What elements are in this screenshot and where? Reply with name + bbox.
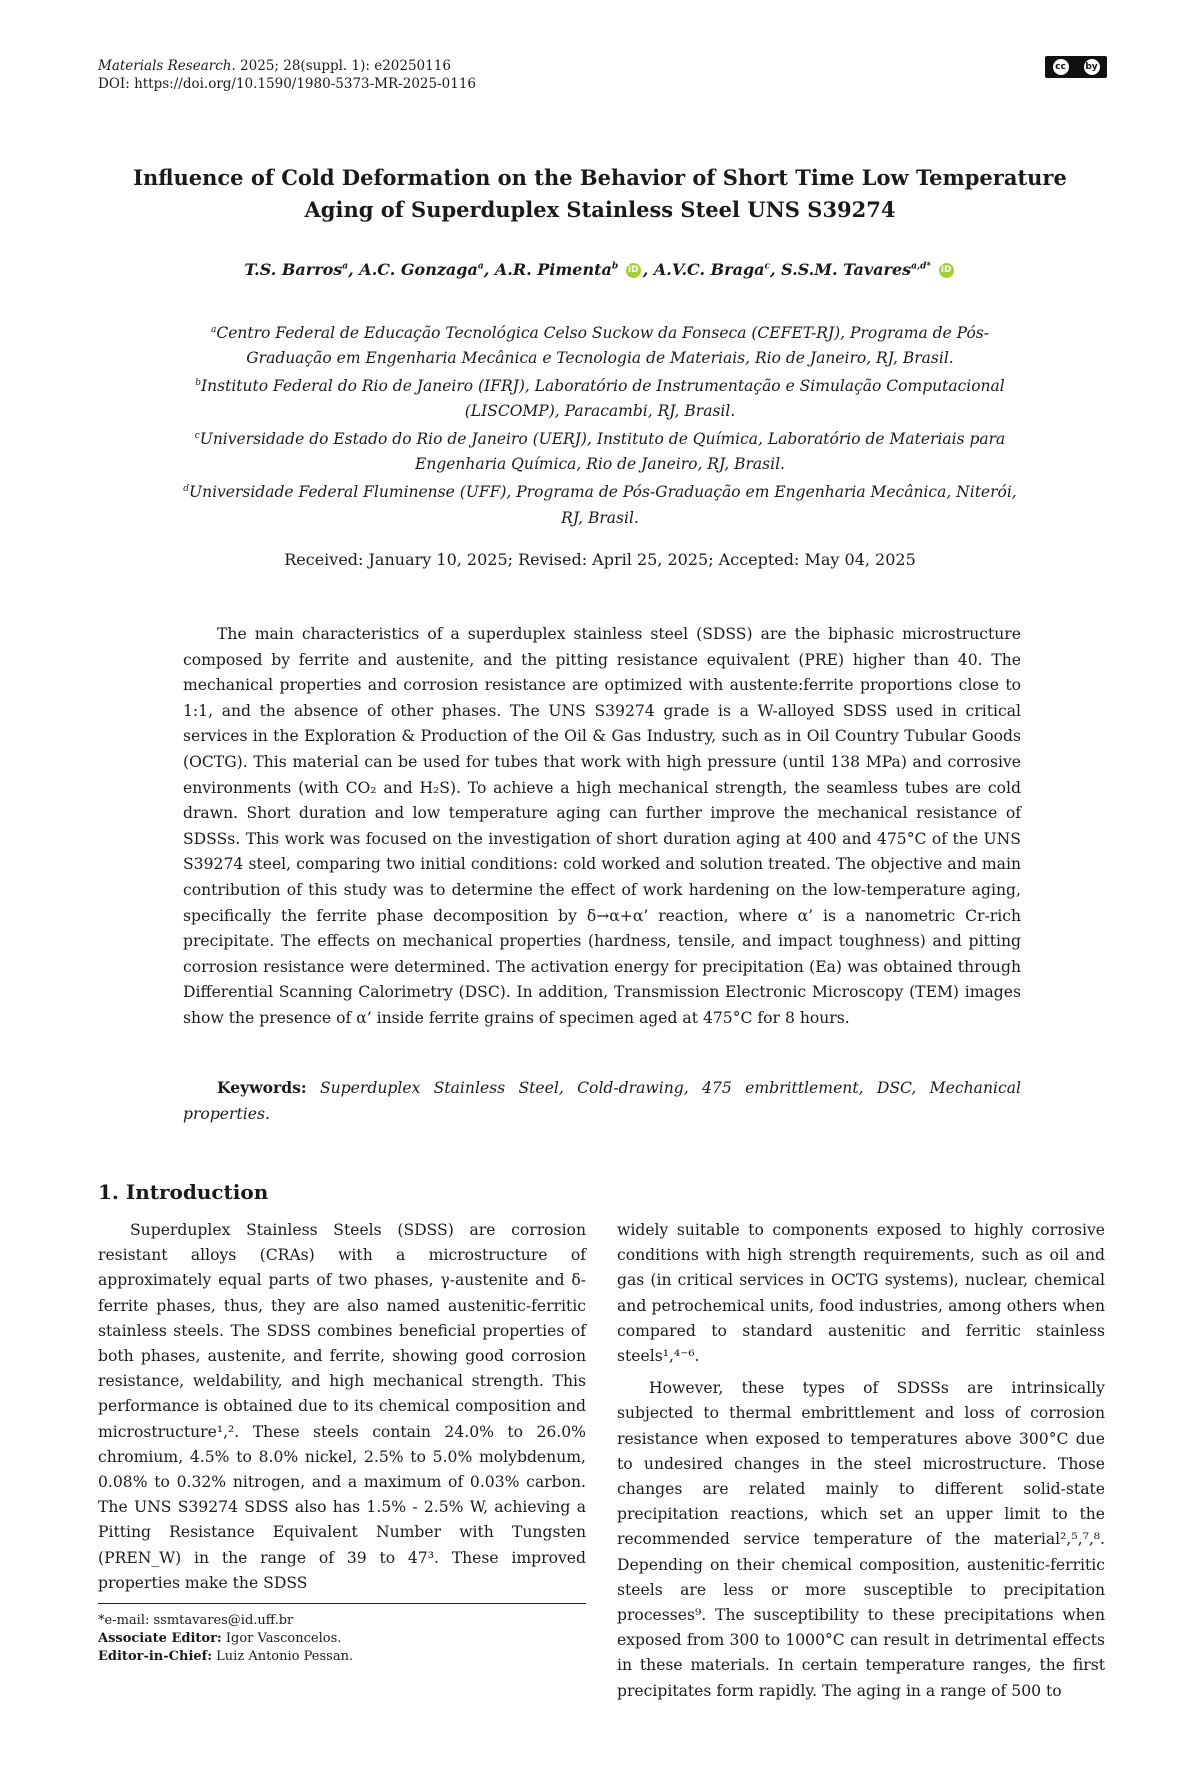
affiliation-text: Universidade do Estado do Rio de Janeiro (UERJ), Instituto de Química, Laboratório de Materiais para Engenharia Química, Rio de Janeiro, RJ, Brasil. [199,430,1006,474]
affiliation-mark: d [183,484,190,495]
author-name: A.R. Pimenta [494,260,612,279]
keywords-label: Keywords: [217,1078,307,1097]
keywords-list: Superduplex Stainless Steel, Cold-drawing, 475 embrittlement, DSC, Mechanical properties. [183,1079,1021,1123]
footnote-divider [98,1603,586,1604]
keywords [183,1075,1021,1127]
body-paragraph: widely suitable to components exposed to highly corrosive conditions with high strength requirements, such as oil and gas (in critical services in OCTG systems), nuclear, chemical and petrochemical units, food industries, among others when compared to standard austenitic and ferritic stainless steels¹,⁴⁻⁶. [617,1221,1105,1366]
affiliation-text: Centro Federal de Educação Tecnológica Celso Suckow da Fonseca (CEFET-RJ), Programa de Pós-Graduação em Engenharia Mecânica e Tecnologia de Materiais, Rio de Janeiro, RJ, Brasil. [216,324,989,368]
journal-volume: 2025; 28(suppl. 1): e20250116 [235,58,451,74]
editor-in-chief-line [98,1648,353,1666]
article-title: Influence of Cold Deformation on the Behavior of Short Time Low Temperature Aging of Superduplex Stainless Steel UNS S39274 [133,165,1067,222]
author-affiliation-mark: b [611,261,619,272]
author-name: S.S.M. Tavares [781,260,912,279]
body-paragraph: Superduplex Stainless Steels (SDSS) are corrosion resistant alloys (CRAs) with a microstructure of approximately equal parts of two phases, γ-austenite and δ-ferrite phases, thus, they are also named austenitic-ferritic stainless steels. The SDSS combines beneficial properties of both phases, austenite, and ferrite, showing good corrosion resistance, weldability, and high mechanical strength. This performance is obtained due to its chemical composition and microstructure¹,². These steels contain 24.0% to 26.0% chromium, 4.5% to 8.0% nickel, 2.5% to 5.0% molybdenum, 0.08% to 0.32% nitrogen, and a maximum of 0.03% carbon. The UNS S39274 SDSS also has 1.5% - 2.5% W, achieving a Pitting Resistance Equivalent Number with Tungsten (PREN_W) in the range of 39 to 47³. These improved properties make the SDSS [98,1221,586,1592]
journal-citation [98,58,451,75]
affiliation-item [180,424,1020,477]
author-affiliation-mark: a [477,261,484,272]
corresponding-email[interactable]: *e-mail: ssmtavares@id.uff.br [98,1613,294,1628]
affiliation-mark: a [211,325,217,335]
author-affiliation-mark: a [342,261,349,272]
affiliation-item [180,477,1020,530]
author-affiliation-mark: c [764,261,770,272]
section-heading-introduction: 1. Introduction [98,1180,269,1204]
author-list: T.S. Barros$^a$, A.C. Gonzaga$^a$, A.R. Pimenta$^b$ iD , A.V.C. Braga$^c$, S.S.M. Tavares$^{a,d*}$ iD [100,260,1100,279]
body-column-left [98,1218,586,1596]
affiliation-item [180,371,1020,424]
by-icon: by [1084,59,1100,75]
orcid-icon[interactable]: iD [626,263,641,278]
cc-license-badge[interactable] [1045,56,1107,78]
doi-line[interactable]: DOI: https://doi.org/10.1590/1980-5373-MR-2025-0116 [98,76,477,92]
affiliation-text: Universidade Federal Fluminense (UFF), Programa de Pós-Graduação em Engenharia Mecânica, Niterói, RJ, Brasil. [189,483,1017,527]
editor-in-chief-label: Editor-in-Chief: [98,1649,213,1664]
footnotes [98,1612,353,1666]
author-name: T.S. Barros [244,260,343,279]
author-affiliation-mark: a,d* [911,261,932,272]
submission-dates: Received: January 10, 2025; Revised: April 25, 2025; Accepted: May 04, 2025 [284,550,916,569]
author-name: A.V.C. Braga [653,260,765,279]
author-name: A.C. Gonzaga [359,260,478,279]
affiliation-mark: b [195,378,202,389]
affiliation-text: Instituto Federal do Rio de Janeiro (IFRJ), Laboratório de Instrumentação e Simulação Computacional (LISCOMP), Paracambi, RJ, Brasil. [201,377,1005,421]
associate-editor-line [98,1630,353,1648]
affiliation-item [180,318,1020,371]
associate-editor-label: Associate Editor: [98,1631,222,1646]
cc-icon: cc [1053,59,1069,75]
journal-name: Materials Research. [98,58,236,74]
associate-editor-name: Igor Vasconcelos. [221,1631,342,1646]
abstract-text: The main characteristics of a superduplex stainless steel (SDSS) are the biphasic microstructure composed by ferrite and austenite, and the pitting resistance equivalent (PRE) higher than 40. The mechanical properties and corrosion resistance are optimized with austente:ferrite proportions close to 1:1, and the absence of other phases. The UNS S39274 grade is a W-alloyed SDSS used in critical services in the Exploration & Production of the Oil & Gas Industry, such as in Oil Country Tubular Goods (OCTG). This material can be used for tubes that work with high pressure (until 138 MPa) and corrosive environments (with CO₂ and H₂S). To achieve a high mechanical strength, the seamless tubes are cold drawn. Short duration and low temperature aging can further improve the mechanical resistance of SDSSs. This work was focused on the investigation of short duration aging at 400 and 475°C of the UNS S39274 steel, comparing two initial conditions: cold worked and solution treated. The objective and main contribution of this study was to determine the effect of work hardening on the low-temperature aging, specifically the ferrite phase decomposition by δ→α+α’ reaction, where α’ is a nanometric Cr-rich precipitate. The effects on mechanical properties (hardness, tensile, and impact toughness) and pitting corrosion resistance were determined. The activation energy for precipitation (Ea) was obtained through Differential Scanning Calorimetry (DSC). In addition, Transmission Electronic Microscopy (TEM) images show the presence of α’ inside ferrite grains of specimen aged at 475°C for 8 hours. [183,625,1021,1027]
body-column-right [617,1218,1105,1704]
affiliation-list [180,318,1020,531]
body-paragraph: However, these types of SDSSs are intrinsically subjected to thermal embrittlement and loss of corrosion resistance when exposed to temperatures above 300°C due to undesired changes in the steel microstructure. Those changes are related mainly to different solid-state precipitation reactions, which set an upper limit to the recommended service temperature of the material²,⁵,⁷,⁸. Depending on their chemical composition, austenitic-ferritic steels are less or more susceptible to precipitation processes⁹. The susceptibility to these precipitations when exposed from 300 to 1000°C can result in detrimental effects in these materials. In certain temperature ranges, the first precipitates form rapidly. The aging in a range of 500 to [617,1379,1105,1700]
editor-in-chief-name: Luiz Antonio Pessan. [212,1649,354,1664]
affiliation-mark: c [194,431,200,442]
orcid-icon[interactable]: iD [939,263,954,278]
